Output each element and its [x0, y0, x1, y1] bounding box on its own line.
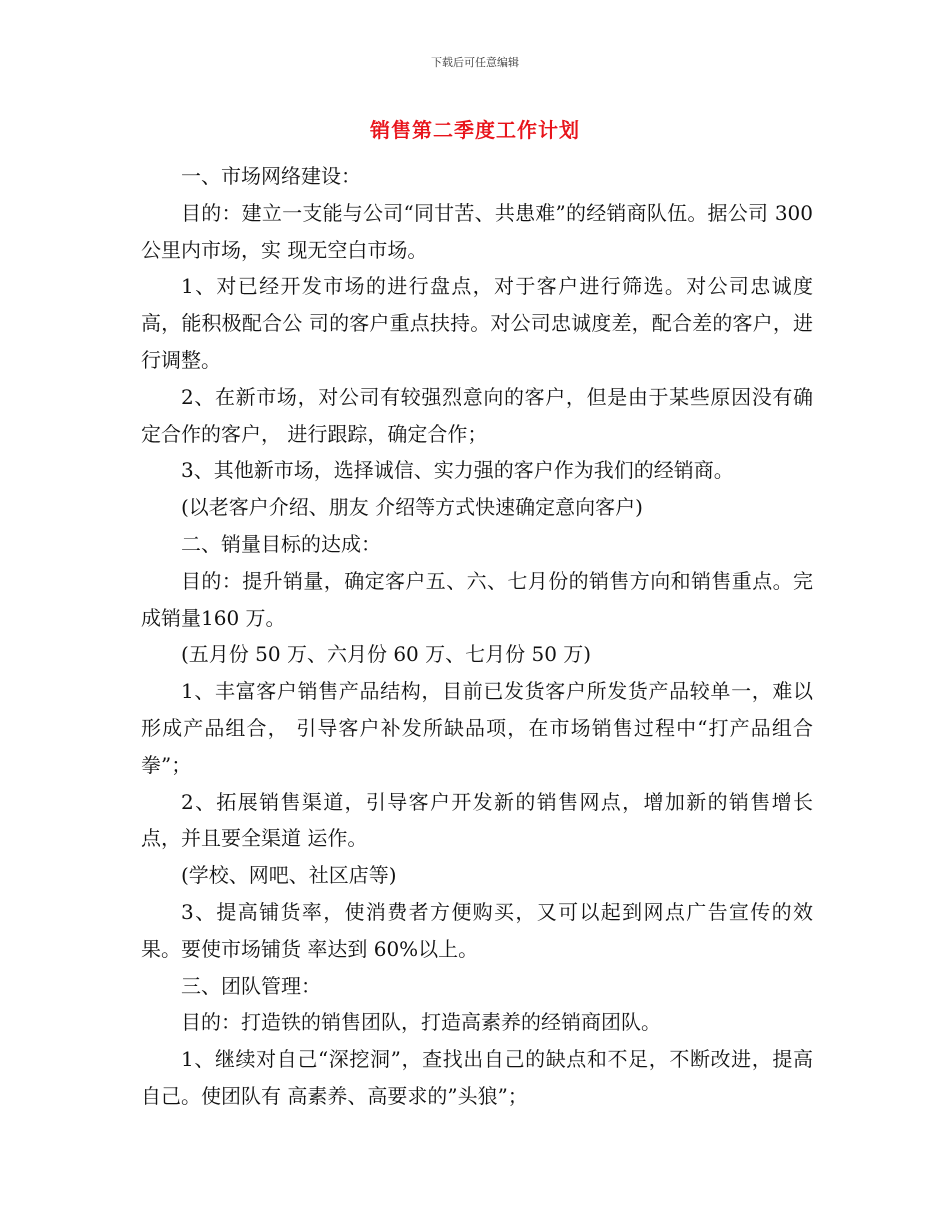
- paragraph: 1、丰富客户销售产品结构，目前已发货客户所发货产品较单一，难以形成产品组合， 引导客户补发所缺品项，在市场销售过程中“打产品组合拳”；: [141, 679, 813, 777]
- section-heading-team-management: 三、团队管理：: [181, 973, 321, 998]
- document-title: 销售第二季度工作计划: [370, 118, 580, 142]
- paragraph: 目的：打造铁的销售团队，打造高素养的经销商团队。: [181, 1010, 661, 1035]
- header-note: 下载后可任意编辑: [431, 56, 519, 69]
- paragraph: 1、继续对自己“深挖洞”，查找出自己的缺点和不足，不断改进，提高自己。使团队有 高素养、高要求的”头狼”；: [141, 1047, 813, 1108]
- paragraph: 目的：建立一支能与公司“同甘苦、共患难”的经销商队伍。据公司 300 公里内市场，实 现无空白市场。: [141, 200, 813, 262]
- paragraph: 3、其他新市场，选择诚信、实力强的客户作为我们的经销商。: [181, 458, 734, 483]
- section-heading-market-network: 一、市场网络建设：: [181, 164, 361, 188]
- paragraph: 2、在新市场，对公司有较强烈意向的客户，但是由于某些原因没有确定合作的客户， 进行跟踪，确定合作；: [141, 384, 813, 446]
- paragraph: 1、对已经开发市场的进行盘点，对于客户进行筛选。对公司忠诚度高，能积极配合公 司的客户重点扶持。对公司忠诚度差，配合差的客户，进行调整。: [141, 274, 813, 372]
- paragraph: (学校、网吧、社区店等): [181, 863, 397, 888]
- paragraph: (五月份 50 万、六月份 60 万、七月份 50 万): [181, 642, 592, 667]
- paragraph: 目的：提升销量，确定客户五、六、七月份的销售方向和销售重点。完成销量160 万。: [141, 568, 813, 630]
- paragraph: 3、提高铺货率，使消费者方便购买，又可以起到网点广告宣传的效果。要使市场铺货 率达到 60%以上。: [141, 899, 813, 961]
- paragraph: 2、拓展销售渠道，引导客户开发新的销售网点，增加新的销售增长点，并且要全渠道 运作。: [141, 789, 813, 851]
- section-heading-sales-target: 二、销量目标的达成：: [181, 531, 381, 556]
- paragraph: (以老客户介绍、朋友 介绍等方式快速确定意向客户): [181, 495, 643, 520]
- document-body: [141, 158, 813, 1115]
